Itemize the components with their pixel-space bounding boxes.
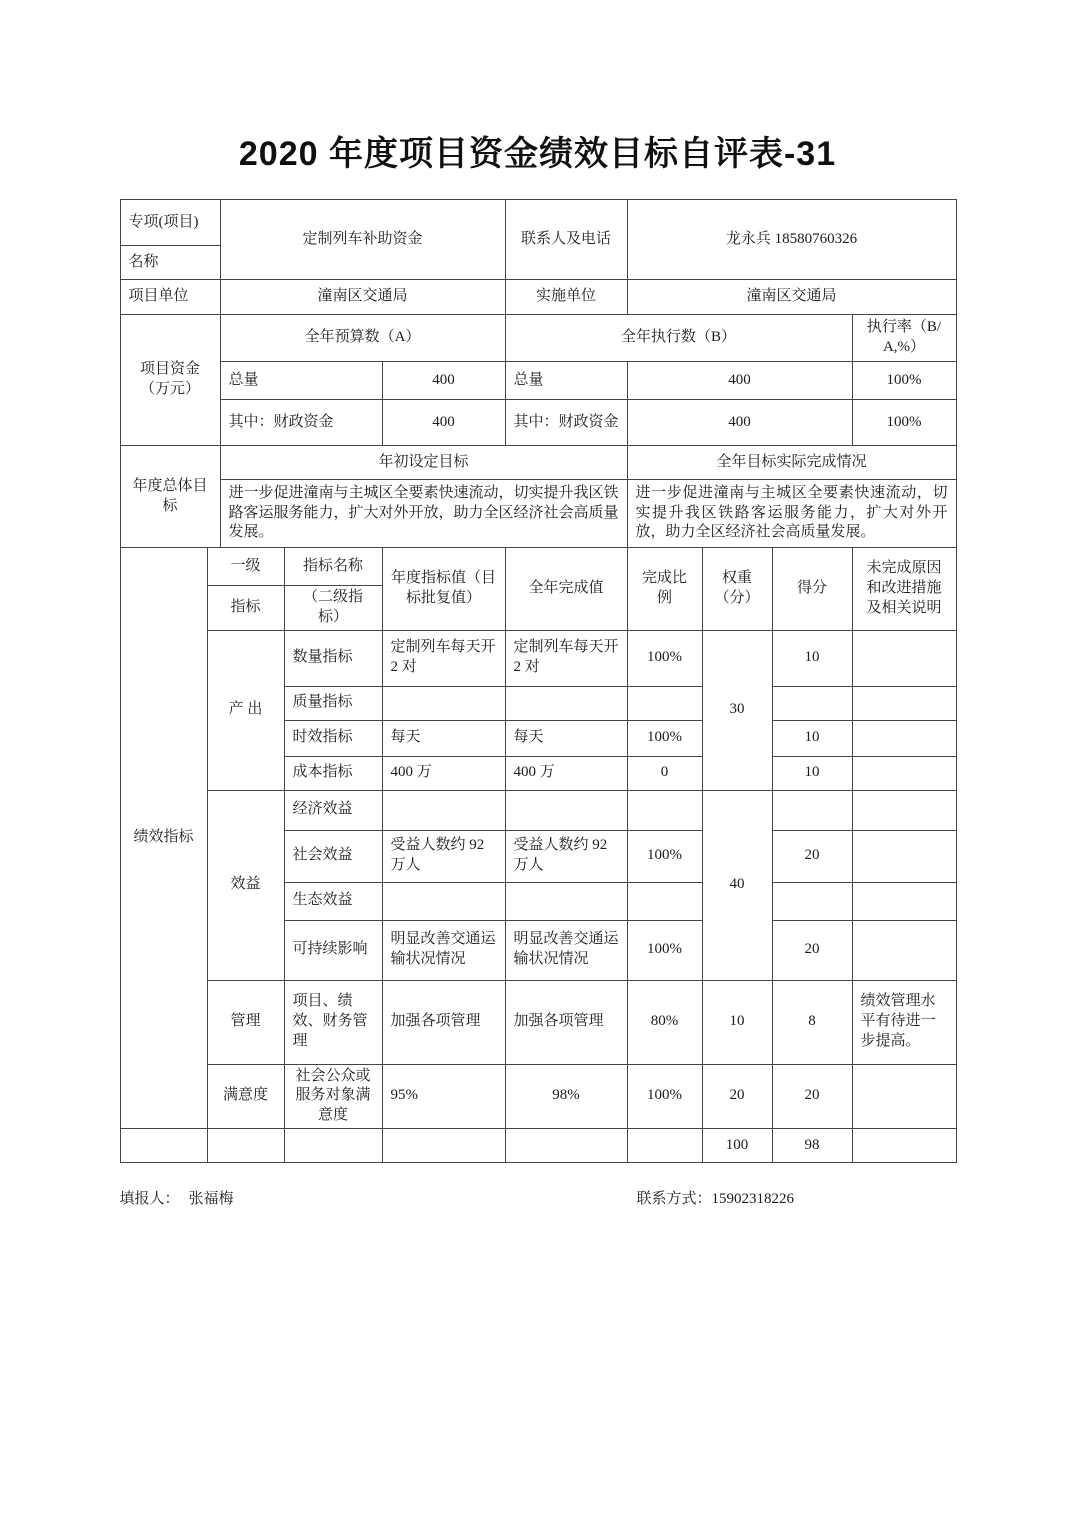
group-management-label: 管理 bbox=[207, 980, 284, 1064]
indicator-name: 经济效益 bbox=[284, 790, 382, 830]
impl-unit-label: 实施单位 bbox=[505, 280, 627, 315]
group-benefit-label: 效益 bbox=[207, 790, 284, 980]
funds-fiscal-budget: 400 bbox=[382, 400, 505, 446]
indicator-remark bbox=[852, 920, 956, 980]
indicator-row bbox=[120, 980, 956, 1064]
indicator-remark bbox=[852, 882, 956, 920]
indicator-target: 明显改善交通运输状况情况 bbox=[382, 920, 505, 980]
contact-method-label: 联系方式： bbox=[636, 1190, 712, 1207]
indicator-ratio bbox=[627, 686, 702, 720]
indicator-done bbox=[505, 790, 627, 830]
indicator-ratio: 100% bbox=[627, 830, 702, 882]
indicator-ratio bbox=[627, 882, 702, 920]
indicator-done bbox=[505, 686, 627, 720]
funds-total-rate: 100% bbox=[852, 362, 956, 400]
indicator-score: 20 bbox=[772, 1064, 852, 1128]
remark-header: 未完成原因和改进措施及相关说明 bbox=[852, 548, 956, 631]
indicator-remark bbox=[852, 720, 956, 756]
table-row bbox=[120, 280, 956, 315]
totals-empty bbox=[207, 1128, 284, 1162]
funds-fiscal-rate: 100% bbox=[852, 400, 956, 446]
project-label-bottom: 名称 bbox=[120, 246, 220, 280]
total-weight: 100 bbox=[702, 1128, 772, 1162]
indicator-target bbox=[382, 882, 505, 920]
indicator-name-header-bottom: （二级指标） bbox=[284, 586, 382, 631]
footer-contact bbox=[637, 1187, 795, 1208]
contact-value: 龙永兵 18580760326 bbox=[627, 200, 956, 280]
indicator-done: 加强各项管理 bbox=[505, 980, 627, 1064]
totals-empty bbox=[505, 1128, 627, 1162]
funds-total-budget: 400 bbox=[382, 362, 505, 400]
indicator-target: 每天 bbox=[382, 720, 505, 756]
indicator-target: 受益人数约 92 万人 bbox=[382, 830, 505, 882]
group-benefit-weight: 40 bbox=[702, 790, 772, 980]
total-score: 98 bbox=[772, 1128, 852, 1162]
level1-header-bottom: 指标 bbox=[207, 586, 284, 631]
indicator-score: 20 bbox=[772, 830, 852, 882]
totals-empty bbox=[627, 1128, 702, 1162]
table-row bbox=[120, 362, 956, 400]
goals-actual-header: 全年目标实际完成情况 bbox=[627, 446, 956, 480]
indicator-score bbox=[772, 686, 852, 720]
target-value-header: 年度指标值（目标批复值） bbox=[382, 548, 505, 631]
indicator-score: 8 bbox=[772, 980, 852, 1064]
funds-total-exec: 400 bbox=[627, 362, 852, 400]
contact-label: 联系人及电话 bbox=[505, 200, 627, 280]
funds-total-exec-label: 总量 bbox=[505, 362, 627, 400]
totals-row bbox=[120, 1128, 956, 1162]
project-unit-value: 潼南区交通局 bbox=[220, 280, 505, 315]
group-satisfaction-label: 满意度 bbox=[207, 1064, 284, 1128]
funds-total-label: 总量 bbox=[220, 362, 382, 400]
indicator-ratio: 0 bbox=[627, 756, 702, 790]
rate-header: 执行率（B/A,%） bbox=[852, 315, 956, 362]
indicator-name: 社会公众或服务对象满意度 bbox=[284, 1064, 382, 1128]
indicator-ratio: 100% bbox=[627, 1064, 702, 1128]
indicator-name: 可持续影响 bbox=[284, 920, 382, 980]
impl-unit-value: 潼南区交通局 bbox=[627, 280, 956, 315]
group-management-weight: 10 bbox=[702, 980, 772, 1064]
project-name-value: 定制列车补助资金 bbox=[220, 200, 505, 280]
indicator-target bbox=[382, 790, 505, 830]
indicator-target: 95% bbox=[382, 1064, 505, 1128]
performance-section-label: 绩效指标 bbox=[120, 548, 207, 1129]
document-sheet bbox=[120, 0, 956, 1211]
project-label-top: 专项(项目) bbox=[120, 200, 220, 246]
indicator-remark bbox=[852, 630, 956, 686]
table-row bbox=[120, 315, 956, 362]
self-evaluation-table bbox=[120, 199, 957, 1163]
indicator-score: 20 bbox=[772, 920, 852, 980]
indicator-done: 400 万 bbox=[505, 756, 627, 790]
page-title: 2020 年度项目资金绩效目标自评表-31 bbox=[238, 135, 837, 173]
table-row bbox=[120, 400, 956, 446]
goals-section-label: 年度总体目标 bbox=[120, 446, 220, 548]
indicator-target: 加强各项管理 bbox=[382, 980, 505, 1064]
funds-fiscal-exec-label: 其中：财政资金 bbox=[505, 400, 627, 446]
indicator-name-header-top: 指标名称 bbox=[284, 548, 382, 586]
level1-header-top: 一级 bbox=[207, 548, 284, 586]
totals-empty bbox=[382, 1128, 505, 1162]
footer bbox=[120, 1187, 956, 1211]
indicator-done: 每天 bbox=[505, 720, 627, 756]
table-row bbox=[120, 446, 956, 480]
exec-header: 全年执行数（B） bbox=[505, 315, 852, 362]
indicator-remark: 绩效管理水平有待进一步提高。 bbox=[852, 980, 956, 1064]
indicator-ratio: 100% bbox=[627, 920, 702, 980]
done-value-header: 全年完成值 bbox=[505, 548, 627, 631]
budget-header: 全年预算数（A） bbox=[220, 315, 505, 362]
funds-fiscal-label: 其中：财政资金 bbox=[220, 400, 382, 446]
indicator-score: 10 bbox=[772, 720, 852, 756]
indicator-done: 明显改善交通运输状况情况 bbox=[505, 920, 627, 980]
table-row bbox=[120, 200, 956, 246]
table-row bbox=[120, 480, 956, 548]
funds-fiscal-exec: 400 bbox=[627, 400, 852, 446]
indicator-remark bbox=[852, 830, 956, 882]
indicator-name: 数量指标 bbox=[284, 630, 382, 686]
indicator-target: 定制列车每天开 2 对 bbox=[382, 630, 505, 686]
indicator-row bbox=[120, 630, 956, 686]
funds-section-label: 项目资金（万元） bbox=[120, 315, 220, 446]
totals-empty bbox=[120, 1128, 207, 1162]
filler-label: 填报人： bbox=[119, 1190, 180, 1207]
table-row bbox=[120, 548, 956, 586]
indicator-row bbox=[120, 1064, 956, 1128]
goals-initial-header: 年初设定目标 bbox=[220, 446, 627, 480]
weight-header: 权重（分） bbox=[702, 548, 772, 631]
indicator-name: 质量指标 bbox=[284, 686, 382, 720]
indicator-ratio: 80% bbox=[627, 980, 702, 1064]
indicator-name: 成本指标 bbox=[284, 756, 382, 790]
goals-initial-text: 进一步促进潼南与主城区全要素快速流动，切实提升我区铁路客运服务能力，扩大对外开放，助力全区经济社会高质量发展。 bbox=[220, 480, 627, 548]
indicator-remark bbox=[852, 1064, 956, 1128]
indicator-remark bbox=[852, 756, 956, 790]
contact-method-value: 15902318226 bbox=[711, 1190, 795, 1207]
indicator-remark bbox=[852, 686, 956, 720]
indicator-target: 400 万 bbox=[382, 756, 505, 790]
indicator-ratio: 100% bbox=[627, 630, 702, 686]
indicator-score: 10 bbox=[772, 756, 852, 790]
totals-empty bbox=[852, 1128, 956, 1162]
group-output-label: 产 出 bbox=[207, 630, 284, 790]
indicator-done: 98% bbox=[505, 1064, 627, 1128]
indicator-remark bbox=[852, 790, 956, 830]
filler-name: 张福梅 bbox=[188, 1190, 234, 1207]
indicator-row bbox=[120, 790, 956, 830]
indicator-done: 定制列车每天开 2 对 bbox=[505, 630, 627, 686]
indicator-name: 生态效益 bbox=[284, 882, 382, 920]
indicator-name: 社会效益 bbox=[284, 830, 382, 882]
indicator-name: 时效指标 bbox=[284, 720, 382, 756]
group-output-weight: 30 bbox=[702, 630, 772, 790]
indicator-ratio: 100% bbox=[627, 720, 702, 756]
project-unit-label: 项目单位 bbox=[120, 280, 220, 315]
indicator-score: 10 bbox=[772, 630, 852, 686]
indicator-done: 受益人数约 92 万人 bbox=[505, 830, 627, 882]
score-header: 得分 bbox=[772, 548, 852, 631]
indicator-ratio bbox=[627, 790, 702, 830]
totals-empty bbox=[284, 1128, 382, 1162]
group-satisfaction-weight: 20 bbox=[702, 1064, 772, 1128]
indicator-score bbox=[772, 790, 852, 830]
ratio-header: 完成比例 bbox=[627, 548, 702, 631]
indicator-done bbox=[505, 882, 627, 920]
goals-actual-text: 进一步促进潼南与主城区全要素快速流动，切实提升我区铁路客运服务能力，扩大对外开放，助力全区经济社会高质量发展。 bbox=[627, 480, 956, 548]
indicator-name: 项目、绩效、财务管理 bbox=[284, 980, 382, 1064]
indicator-score bbox=[772, 882, 852, 920]
indicator-target bbox=[382, 686, 505, 720]
